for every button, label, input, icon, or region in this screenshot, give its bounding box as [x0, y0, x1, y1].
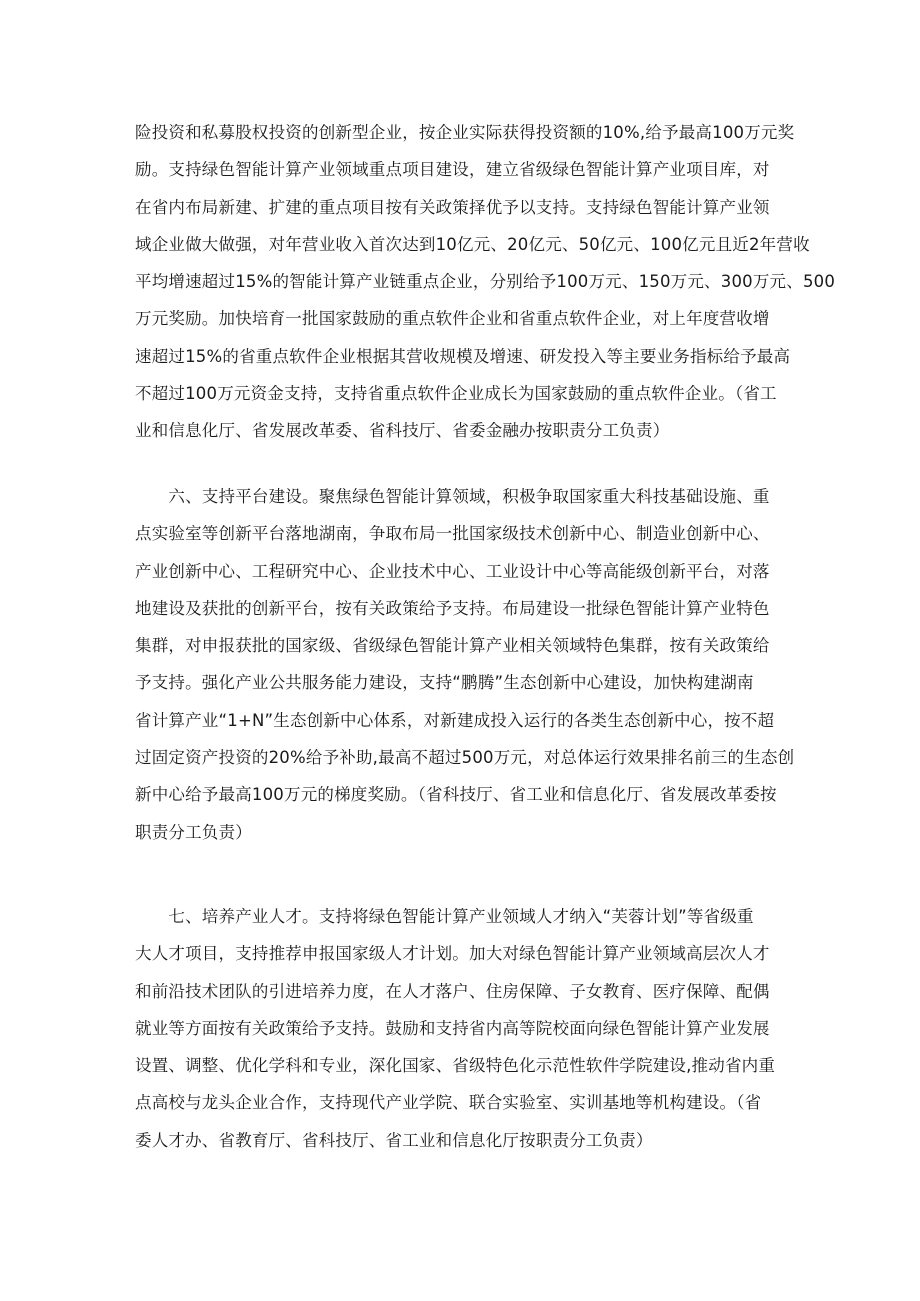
paragraph-platform-construction — [135, 478, 795, 851]
text-line: 点实验室等创新平台落地湖南，争取布局一批国家级技术创新中心、制造业创新中心、 — [135, 524, 770, 544]
text-line: 大人才项目，支持推荐申报国家级人才计划。加大对绿色智能计算产业领域高层次人才 — [135, 944, 770, 964]
text-line: 不超过100万元资金支持，支持省重点软件企业成长为国家鼓励的重点软件企业。（省工 — [135, 384, 777, 404]
text-line: 集群，对申报获批的国家级、省级绿色智能计算产业相关领域特色集群，按有关政策给 — [135, 636, 770, 656]
text-line: 地建设及获批的创新平台，按有关政策给予支持。布局建设一批绿色智能计算产业特色 — [135, 598, 770, 618]
paragraph-talent-cultivation — [135, 898, 795, 1159]
text-line: 励。支持绿色智能计算产业领域重点项目建设，建立省级绿色智能计算产业项目库，对 — [135, 160, 770, 180]
text-line: 予支持。强化产业公共服务能力建设，支持“鹏腾”生态创新中心建设，加快构建湖南 — [135, 673, 754, 693]
text-line: 七、培养产业人才。支持将绿色智能计算产业领域人才纳入“芙蓉计划”等省级重 — [135, 907, 754, 926]
text-line: 产业创新中心、工程研究中心、企业技术中心、工业设计中心等高能级创新平台，对落 — [135, 561, 770, 581]
text-line: 万元奖励。加快培育一批国家鼓励的重点软件企业和省重点软件企业，对上年度营收增 — [135, 309, 770, 329]
text-line: 险投资和私募股权投资的创新型企业，按企业实际获得投资额的10%,给予最高100万元奖 — [135, 123, 795, 142]
paragraph-investment-support — [135, 114, 836, 450]
text-line: 点高校与龙头企业合作，支持现代产业学院、联合实验室、实训基地等机构建设。（省 — [135, 1093, 762, 1113]
text-line: 六、支持平台建设。聚焦绿色智能计算领域，积极争取国家重大科技基础设施、重 — [135, 487, 770, 506]
text-line: 在省内布局新建、扩建的重点项目按有关政策择优予以支持。支持绿色智能计算产业领 — [135, 197, 770, 217]
text-line: 速超过15%的省重点软件企业根据其营收规模及增速、研发投入等主要业务指标给予最高 — [135, 346, 791, 366]
text-line: 委人才办、省教育厅、省科技厅、省工业和信息化厅按职责分工负责） — [135, 1130, 653, 1150]
text-line: 业和信息化厅、省发展改革委、省科技厅、省委金融办按职责分工负责） — [135, 421, 670, 441]
text-line: 设置、调整、优化学科和专业，深化国家、省级特色化示范性软件学院建设,推动省内重 — [135, 1056, 776, 1076]
text-line: 平均增速超过15%的智能计算产业链重点企业，分别给予100万元、150万元、300万元、500 — [135, 272, 836, 292]
text-line: 就业等方面按有关政策给予支持。鼓励和支持省内高等院校面向绿色智能计算产业发展 — [135, 1018, 770, 1038]
text-line: 职责分工负责） — [135, 822, 252, 842]
text-line: 过固定资产投资的20%给予补助,最高不超过500万元，对总体运行效果排名前三的生态创 — [135, 748, 795, 768]
text-line: 新中心给予最高100万元的梯度奖励。（省科技厅、省工业和信息化厅、省发展改革委按 — [135, 785, 777, 805]
text-line: 域企业做大做强，对年营业收入首次达到10亿元、20亿元、50亿元、100亿元且近2年营收 — [135, 234, 810, 254]
text-line: 和前沿技术团队的引进培养力度，在人才落户、住房保障、子女教育、医疗保障、配偶 — [135, 981, 770, 1001]
text-line: 省计算产业“1+N”生态创新中心体系，对新建成投入运行的各类生态创新中心，按不超 — [135, 710, 775, 730]
